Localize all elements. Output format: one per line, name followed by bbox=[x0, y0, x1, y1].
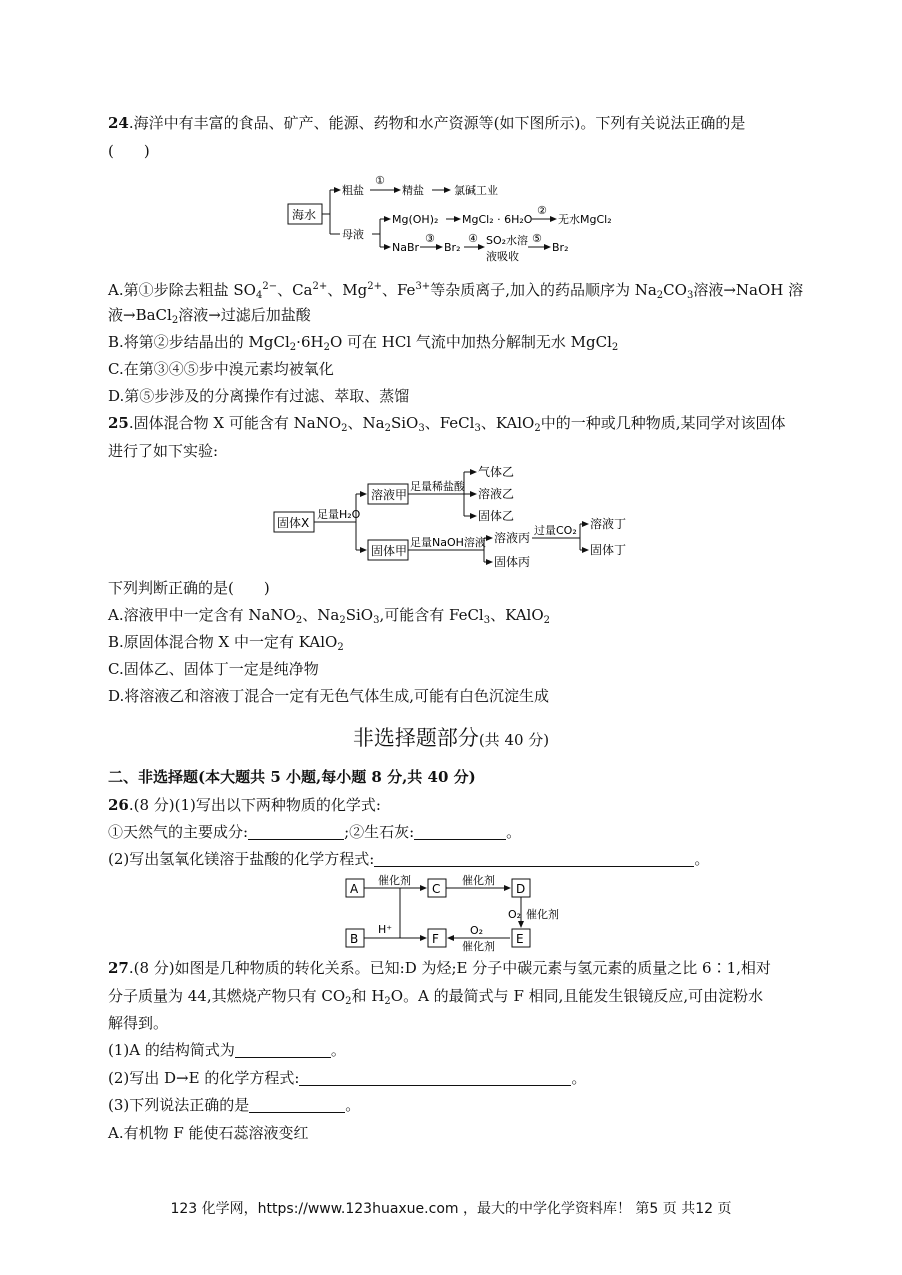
q24-stem: 24.海洋中有丰富的食品、矿产、能源、药物和水产资源等(如下图所示)。下列有关说法正确的是 bbox=[108, 114, 746, 132]
q27-part3: (3)下列说法正确的是 。 bbox=[108, 1096, 361, 1114]
q27-option-a: A.有机物 F 能使石蕊溶液变红 bbox=[108, 1124, 309, 1142]
seawater-label: 海水 bbox=[292, 208, 317, 222]
answer-blank-correct-choice[interactable] bbox=[249, 1098, 345, 1113]
answer-blank-natural-gas[interactable] bbox=[248, 825, 344, 840]
q26-line1: 26.(8 分)(1)写出以下两种物质的化学式: bbox=[108, 796, 381, 814]
step5-label: ⑤ bbox=[532, 232, 542, 245]
solution-bing-label: 溶液丙 bbox=[494, 531, 531, 545]
q27-line1: 27.(8 分)如图是几种物质的转化关系。已知:D 为烃;E 分子中碳元素与氢元素的质量之比 6∶1,相对 bbox=[108, 959, 771, 977]
cat-label-cd: 催化剂 bbox=[462, 874, 495, 887]
mgoh2-label: Mg(OH)₂ bbox=[392, 213, 439, 226]
water-label: 足量H₂O bbox=[317, 508, 361, 521]
so2-label: SO₂水溶 bbox=[486, 234, 529, 247]
section-heading: 二、非选择题(本大题共 5 小题,每小题 8 分,共 40 分) bbox=[108, 768, 476, 786]
refined-salt-label: 精盐 bbox=[402, 184, 424, 197]
anhydrous-mgcl2-label: 无水MgCl₂ bbox=[558, 213, 612, 226]
q24-option-b: B.将第②步结晶出的 $MgCl_2\cdot 6H_2O$ 可在 HCl 气流中加热分解制无水 MgCl$_2$ bbox=[108, 333, 619, 353]
co2-label: 过量CO₂ bbox=[534, 524, 577, 537]
q24-option-d: D.第⑤步涉及的分离操作有过滤、萃取、蒸馏 bbox=[108, 387, 410, 405]
answer-blank-d-to-e[interactable] bbox=[299, 1071, 571, 1086]
answer-blank-equation[interactable] bbox=[374, 852, 694, 867]
solid-x-label: 固体X bbox=[277, 516, 310, 530]
mother-liquor-label: 母液 bbox=[342, 228, 364, 241]
node-a: A bbox=[350, 882, 359, 896]
node-f: F bbox=[432, 932, 439, 946]
node-b: B bbox=[350, 932, 359, 946]
solid-yi-label: 固体乙 bbox=[478, 509, 515, 523]
q26-line3: (2)写出氢氧化镁溶于盐酸的化学方程式: 。 bbox=[108, 850, 710, 868]
q25-option-d: D.将溶液乙和溶液丁混合一定有无色气体生成,可能有白色沉淀生成 bbox=[108, 687, 550, 705]
cat-label-de: 催化剂 bbox=[526, 908, 559, 921]
node-e: E bbox=[516, 932, 524, 946]
solution-ding-label: 溶液丁 bbox=[590, 517, 627, 531]
answer-blank-quicklime[interactable] bbox=[414, 825, 506, 840]
o2-label-de: O₂ bbox=[508, 908, 522, 921]
q25-stem-line2: 进行了如下实验: bbox=[108, 442, 219, 460]
q26-line2: ①天然气的主要成分: ;②生石灰: 。 bbox=[108, 823, 522, 841]
answer-blank-a-structure[interactable] bbox=[235, 1043, 331, 1058]
br2-label-a: Br₂ bbox=[444, 241, 461, 254]
cat-label-ac: 催化剂 bbox=[378, 874, 411, 887]
q25-option-b: B.原固体混合物 X 中一定有 KAlO$_2$ bbox=[108, 633, 344, 653]
crude-salt-label: 粗盐 bbox=[342, 184, 364, 197]
q25-stem: 25.固体混合物 X 可能含有 NaNO$_2$、$Na_2SiO_3$、FeCl$_3$、KAlO$_2$中的一种或几种物质,某同学对该固体 bbox=[108, 414, 786, 434]
absorb-label: 液吸收 bbox=[486, 250, 519, 263]
naoh-label: 足量NaOH溶液 bbox=[410, 536, 486, 549]
mgcl2-hydrate-label: MgCl₂ · 6H₂O bbox=[462, 213, 533, 226]
cat-label-ef: 催化剂 bbox=[462, 940, 495, 952]
node-d: D bbox=[516, 882, 526, 896]
o2-label-ef: O₂ bbox=[470, 924, 484, 937]
step1-label: ① bbox=[375, 174, 385, 187]
q24-flow-diagram bbox=[280, 172, 620, 267]
q27-line2: 分子质量为 44,其燃烧产物只有 $CO_2$和 $H_2O$。A 的最简式与 F 相同,且能发生银镜反应,可由淀粉水 bbox=[108, 987, 764, 1007]
solution-yi-label: 溶液乙 bbox=[478, 487, 515, 501]
hcl-label: 足量稀盐酸 bbox=[410, 480, 465, 493]
node-c: C bbox=[432, 882, 441, 896]
solid-ding-label: 固体丁 bbox=[590, 543, 627, 557]
q24-option-c: C.在第③④⑤步中溴元素均被氧化 bbox=[108, 360, 334, 378]
hplus-label: H⁺ bbox=[378, 923, 393, 936]
solution-jia-label: 溶液甲 bbox=[371, 488, 408, 502]
gas-yi-label: 气体乙 bbox=[478, 465, 515, 479]
chlor-alkali-label: 氯碱工业 bbox=[454, 184, 498, 197]
q24-option-a-line1: A.第①步除去粗盐 $SO_4^{2-}$、$Ca^{2+}$、$Mg^{2+}$、$Fe^{3+}$等杂质离子,加入的药品顺序为 $Na_2CO_3$溶液→NaOH 溶 bbox=[108, 281, 804, 301]
q25-option-c: C.固体乙、固体丁一定是纯净物 bbox=[108, 660, 319, 678]
nabr-label: NaBr bbox=[392, 241, 420, 254]
q25-flow-diagram bbox=[272, 462, 642, 574]
section-title: 非选择题部分(共 40 分) bbox=[352, 726, 550, 750]
step2-label: ② bbox=[537, 204, 547, 217]
q25-judge: 下列判断正确的是( ) bbox=[108, 579, 270, 597]
q27-conversion-diagram bbox=[338, 872, 568, 952]
br2-label-b: Br₂ bbox=[552, 241, 569, 254]
q24-answer-paren: ( ) bbox=[108, 142, 150, 160]
q27-line3: 解得到。 bbox=[108, 1014, 169, 1032]
q27-part1: (1)A 的结构简式为 。 bbox=[108, 1041, 346, 1059]
solid-bing-label: 固体丙 bbox=[494, 555, 531, 569]
step3-label: ③ bbox=[425, 232, 435, 245]
q27-part2: (2)写出 D→E 的化学方程式: 。 bbox=[108, 1069, 587, 1087]
q25-option-a: A.溶液甲中一定含有 NaNO$_2$、$Na_2SiO_3$,可能含有 FeCl$_3$、KAlO$_2$ bbox=[108, 606, 551, 626]
step4-label: ④ bbox=[468, 232, 478, 245]
page-footer: 123 化学网，https://www.123huaxue.com ，最大的中学化学资料库！ 第5 页 共12 页 bbox=[170, 1201, 732, 1217]
q24-option-a-line2: 液→BaCl$_2$溶液→过滤后加盐酸 bbox=[108, 306, 311, 326]
solid-jia-label: 固体甲 bbox=[371, 544, 408, 558]
